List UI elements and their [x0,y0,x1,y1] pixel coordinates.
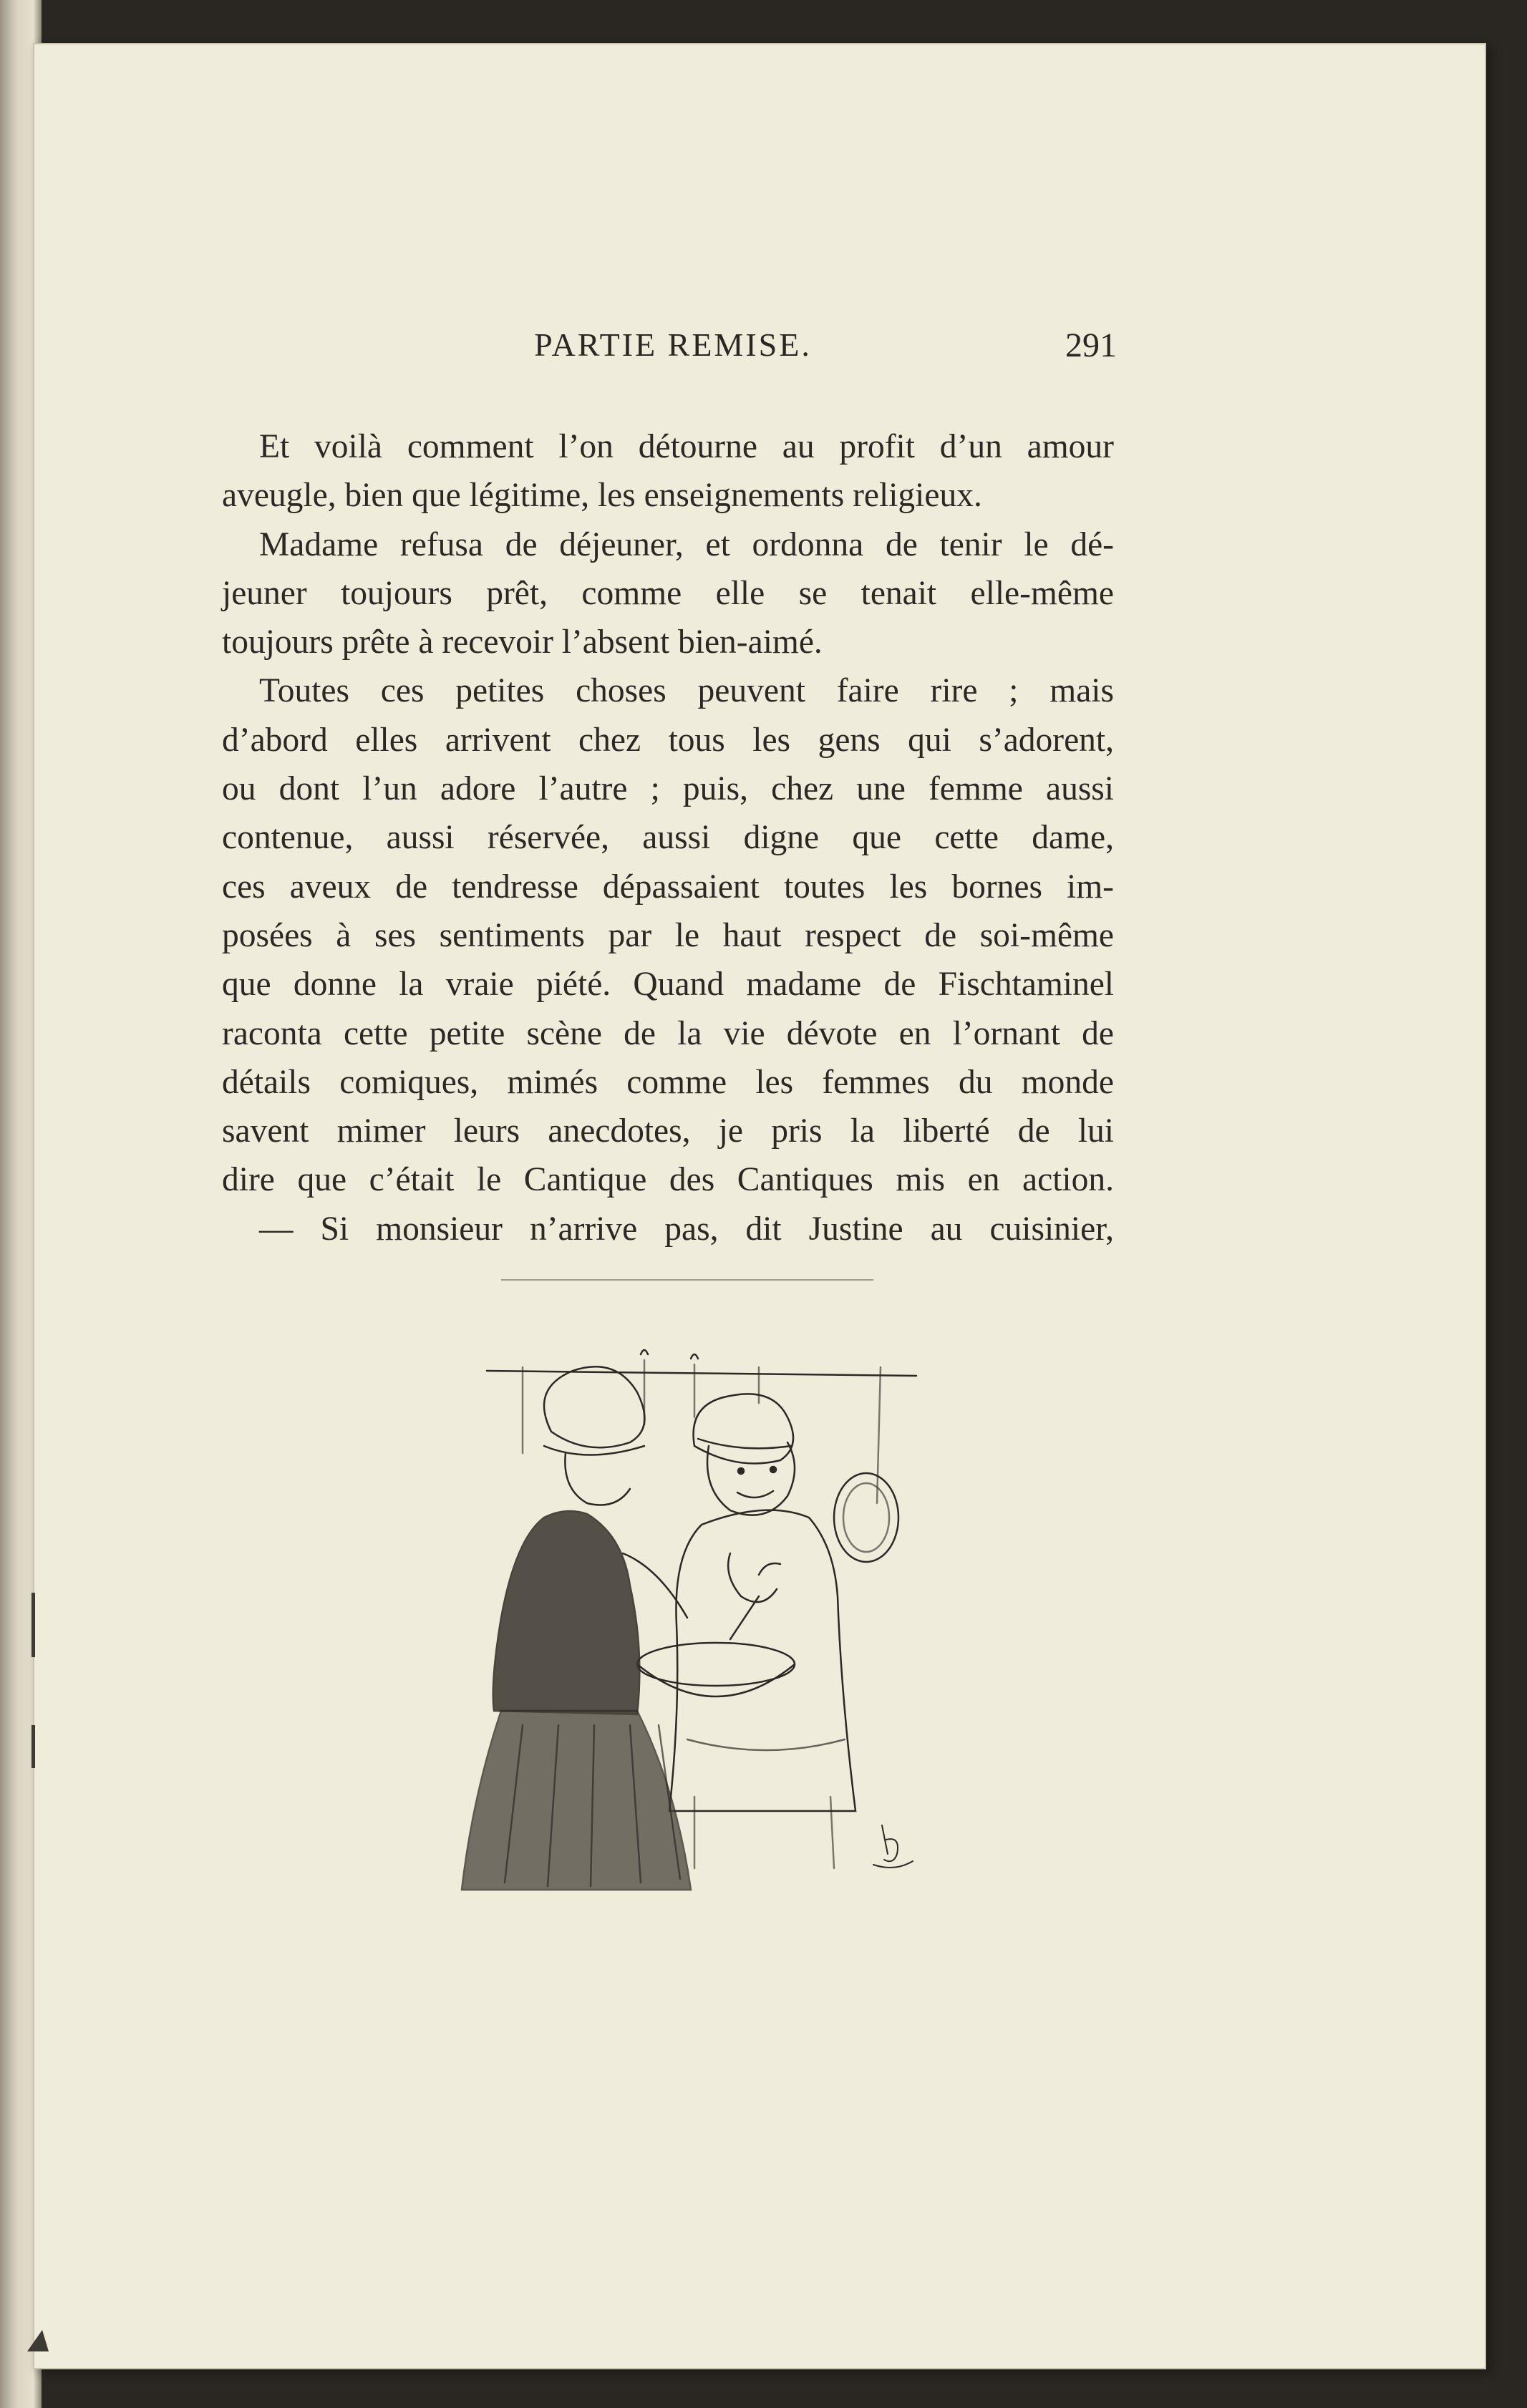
text-line: Et voilà comment l’on détourne au profit d’un amour [259,428,1114,465]
text-line: contenue, aussi réservée, aussi digne que cette dame, [222,819,1114,857]
text-line: savent mimer leurs anecdotes, je pris la liberté de lui [222,1112,1114,1150]
text-line: ou dont l’un adore l’autre ; puis, chez une femme aussi [222,770,1114,808]
text-line: dire que c’était le Cantique des Cantiques mis en action. [222,1161,1114,1199]
text-line: détails comiques, mimés comme les femmes du monde [222,1063,1114,1101]
text-line: d’abord elles arrivent chez tous les gens qui s’adorent, [222,721,1114,759]
text-line: posées à ses sentiments par le haut respect de soi-même [222,916,1114,954]
text-line: Madame refusa de déjeuner, et ordonna de tenir le dé- [259,525,1114,563]
running-head [229,326,1117,390]
binding-mark [31,1725,35,1768]
text-line: — Si monsieur n’arrive pas, dit Justine au cuisinier, [259,1210,1114,1248]
running-title: PARTIE REMISE. [534,326,812,363]
page-number: 291 [1065,326,1117,364]
text-line: que donne la vraie piété. Quand madame de Fischtaminel [222,966,1114,1004]
text-line: ces aveux de tendresse dépassaient toutes les bornes im- [222,868,1114,906]
text-line: aveugle, bien que légitime, les enseignements religieux. [222,477,982,515]
binding-mark [31,1593,35,1657]
text-line: toujours prête à recevoir l’absent bien-aimé. [222,623,823,661]
text-line: raconta cette petite scène de la vie dévote en l’ornant de [222,1014,1114,1052]
body-text [222,422,1114,1253]
text-line: jeuner toujours prêt, comme elle se tenait elle-même [222,574,1114,612]
text-line: Toutes ces petites choses peuvent faire rire ; mais [259,672,1114,710]
engraving-maid-and-cook-icon [458,1339,945,1897]
section-rule [501,1279,873,1281]
